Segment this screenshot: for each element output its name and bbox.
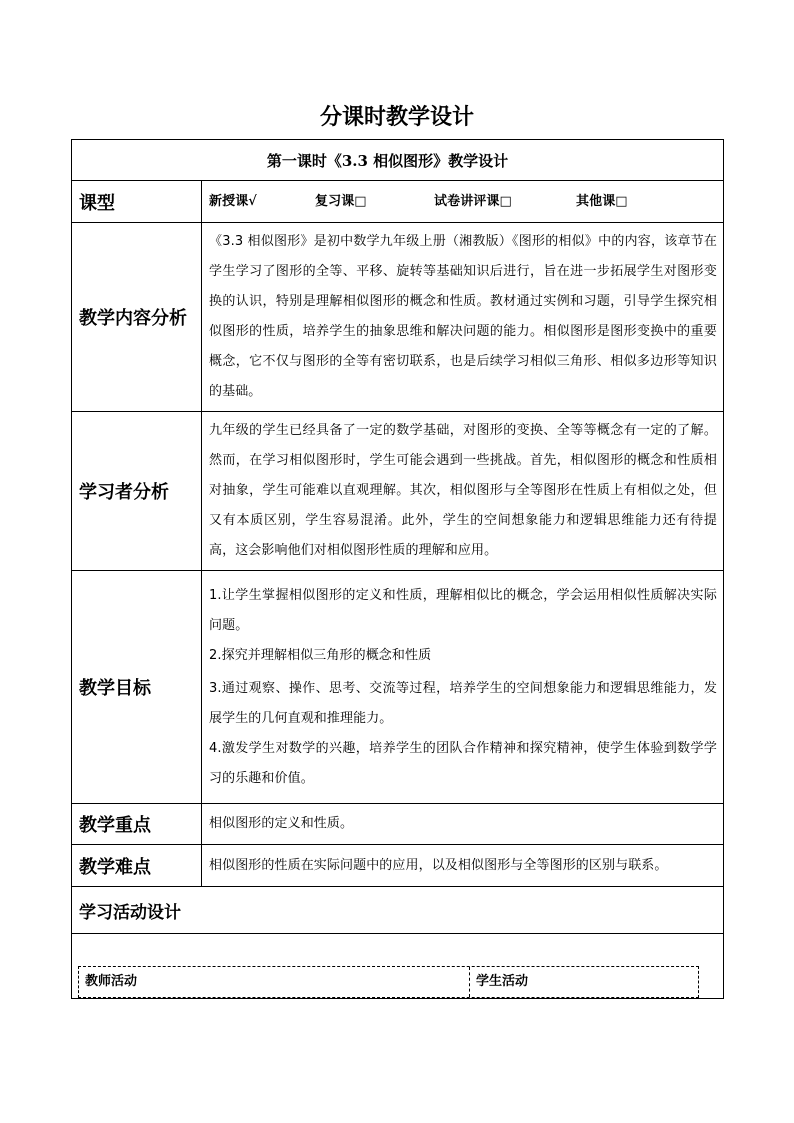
document-title: 分课时教学设计 [319, 105, 474, 130]
content-analysis-label: 教学内容分析 [72, 223, 202, 412]
activities-heading: 学习活动设计 [72, 887, 724, 934]
activities-inner-table [78, 966, 699, 998]
learner-analysis-row [72, 412, 724, 571]
course-type-new: 新授课√ [209, 193, 257, 209]
objective-item-2: 2.探究并理解相似三角形的概念和性质 [209, 647, 432, 663]
objectives-list [202, 571, 724, 804]
difficulties-label: 教学难点 [72, 845, 202, 887]
lesson-title: 第一课时《3.3 相似图形》教学设计 [266, 151, 509, 170]
activities-heading-row [72, 887, 724, 934]
course-type-row [72, 181, 724, 223]
lesson-title-row [72, 140, 724, 181]
course-type-options [202, 181, 724, 223]
objective-item-1: 1.让学生掌握相似图形的定义和性质，理解相似比的概念，学会运用相似性质解决实际问题。 [209, 587, 718, 633]
learner-analysis-text: 九年级的学生已经具备了一定的数学基础，对图形的变换、全等等概念有一定的了解。然而，在学习相似图形时，学生可能会遇到一些挑战。首先，相似图形的概念和性质相对抽象，学生可能难以直观理解。其次，相似图形与全等图形在性质上有相似之处，但又有本质区别，学生容易混淆。此外，学生的空间想象能力和逻辑思维能力还有待提高，这会影响他们对相似图形性质的理解和应用。 [202, 412, 724, 571]
key-points-row [72, 804, 724, 845]
content-analysis-row [72, 223, 724, 412]
lesson-plan-table [71, 139, 724, 999]
student-activity-header: 学生活动 [476, 974, 529, 989]
objective-item-4: 4.激发学生对数学的兴趣，培养学生的团队合作精神和探究精神，使学生体验到数学学习的乐趣和价值。 [209, 740, 718, 786]
difficulties-text: 相似图形的性质在实际问题中的应用，以及相似图形与全等图形的区别与联系。 [202, 845, 724, 887]
objectives-label: 教学目标 [72, 571, 202, 804]
teacher-activity-header: 教师活动 [79, 967, 470, 997]
activities-cell [72, 934, 724, 999]
objective-item-3: 3.通过观察、操作、思考、交流等过程，培养学生的空间想象能力和逻辑思维能力，发展学生的几何直观和推理能力。 [209, 680, 718, 726]
learner-analysis-label: 学习者分析 [72, 412, 202, 571]
content-analysis-text: 《3.3 相似图形》是初中数学九年级上册（湘教版）《图形的相似》中的内容，该章节在学生学习了图形的全等、平移、旋转等基础知识后进行，旨在进一步拓展学生对图形变换的认识，特别是理解相似图形的概念和性质。教材通过实例和习题，引导学生探究相似图形的性质，培养学生的抽象思维和解决问题的能力。相似图形是图形变换中的重要概念，它不仅与图形的全等有密切联系，也是后续学习相似三角形、相似多边形等知识的基础。 [202, 223, 724, 412]
lesson-title-cell [72, 140, 724, 181]
key-points-text: 相似图形的定义和性质。 [202, 804, 724, 845]
difficulties-row [72, 845, 724, 887]
course-type-other: 其他课□ [576, 193, 628, 209]
course-type-review: 复习课□ [315, 193, 367, 209]
key-points-label: 教学重点 [72, 804, 202, 845]
course-type-exam-review: 试卷讲评课□ [434, 193, 512, 209]
activities-table-row [72, 934, 724, 999]
objectives-row [72, 571, 724, 804]
course-type-label: 课型 [72, 181, 202, 223]
